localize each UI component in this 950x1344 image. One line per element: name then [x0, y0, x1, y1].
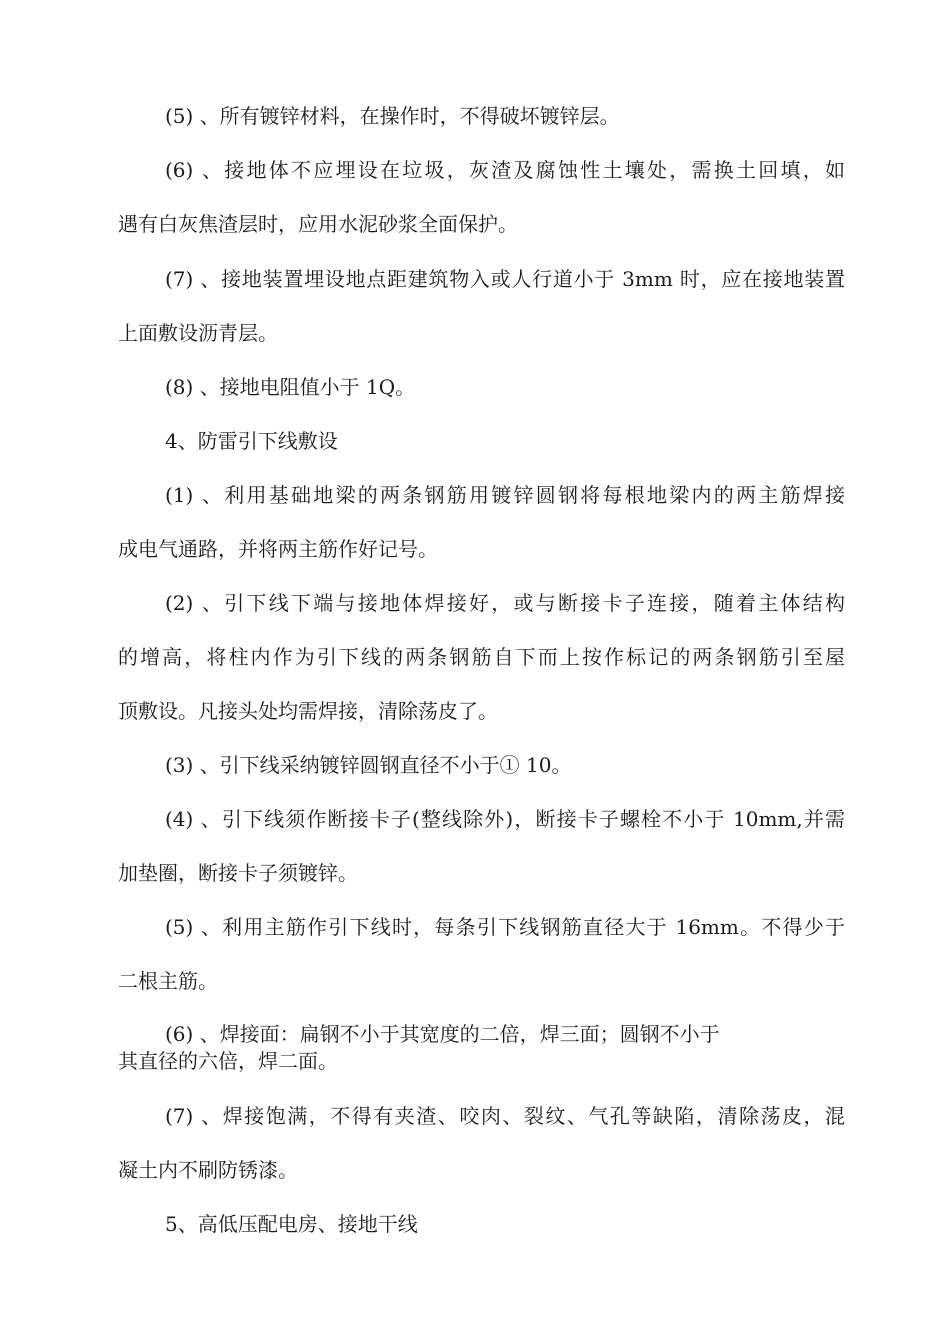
- text-line-12: 顶敷设。凡接头处均需焊接，清除荡皮了。: [118, 699, 498, 723]
- text-line-4: (7) 、接地装置埋设地点距建筑物入或人行道小于 3mm 时，应在接地装置: [165, 267, 845, 291]
- text-line-3: 遇有白灰焦渣层时，应用水泥砂浆全面保护。: [118, 212, 518, 236]
- section-heading-4: 4、防雷引下线敷设: [165, 429, 338, 453]
- text-line-17: 二根主筋。: [118, 969, 218, 993]
- text-line-18: (6) 、焊接面：扁钢不小于其宽度的二倍，焊三面；圆钢不小于: [165, 1022, 720, 1046]
- text-line-21: 凝土内不刷防锈漆。: [118, 1158, 298, 1182]
- text-line-19: 其直径的六倍，焊二面。: [118, 1049, 338, 1073]
- text-line-5: 上面敷设沥青层。: [118, 321, 278, 345]
- text-line-8: (1) 、利用基础地梁的两条钢筋用镀锌圆钢将每根地梁内的两主筋焊接: [165, 483, 845, 507]
- section-heading-5: 5、高低压配电房、接地干线: [165, 1212, 418, 1236]
- text-line-6: (8) 、接地电阻值小于 1Q。: [165, 375, 416, 399]
- text-line-2: (6) 、接地体不应埋设在垃圾，灰渣及腐蚀性土壤处，需换土回填，如: [165, 158, 845, 182]
- text-line-15: 加垫圈，断接卡子须镀锌。: [118, 861, 358, 885]
- text-line-11: 的增高，将柱内作为引下线的两条钢筋自下而上按作标记的两条钢筋引至屋: [118, 645, 845, 669]
- text-line-16: (5) 、利用主筋作引下线时，每条引下线钢筋直径大于 16mm。不得少于: [165, 915, 845, 939]
- text-line-9: 成电气通路，并将两主筋作好记号。: [118, 537, 438, 561]
- text-line-1: (5) 、所有镀锌材料，在操作时，不得破坏镀锌层。: [165, 104, 620, 128]
- text-line-20: (7) 、焊接饱满，不得有夹渣、咬肉、裂纹、气孔等缺陷，清除荡皮，混: [165, 1104, 845, 1128]
- text-line-10: (2) 、引下线下端与接地体焊接好，或与断接卡子连接，随着主体结构: [165, 591, 845, 615]
- text-line-14: (4) 、引下线须作断接卡子(整线除外)，断接卡子螺栓不小于 10mm,并需: [165, 807, 845, 831]
- text-line-13: (3) 、引下线采纳镀锌圆钢直径不小于① 10。: [165, 753, 572, 777]
